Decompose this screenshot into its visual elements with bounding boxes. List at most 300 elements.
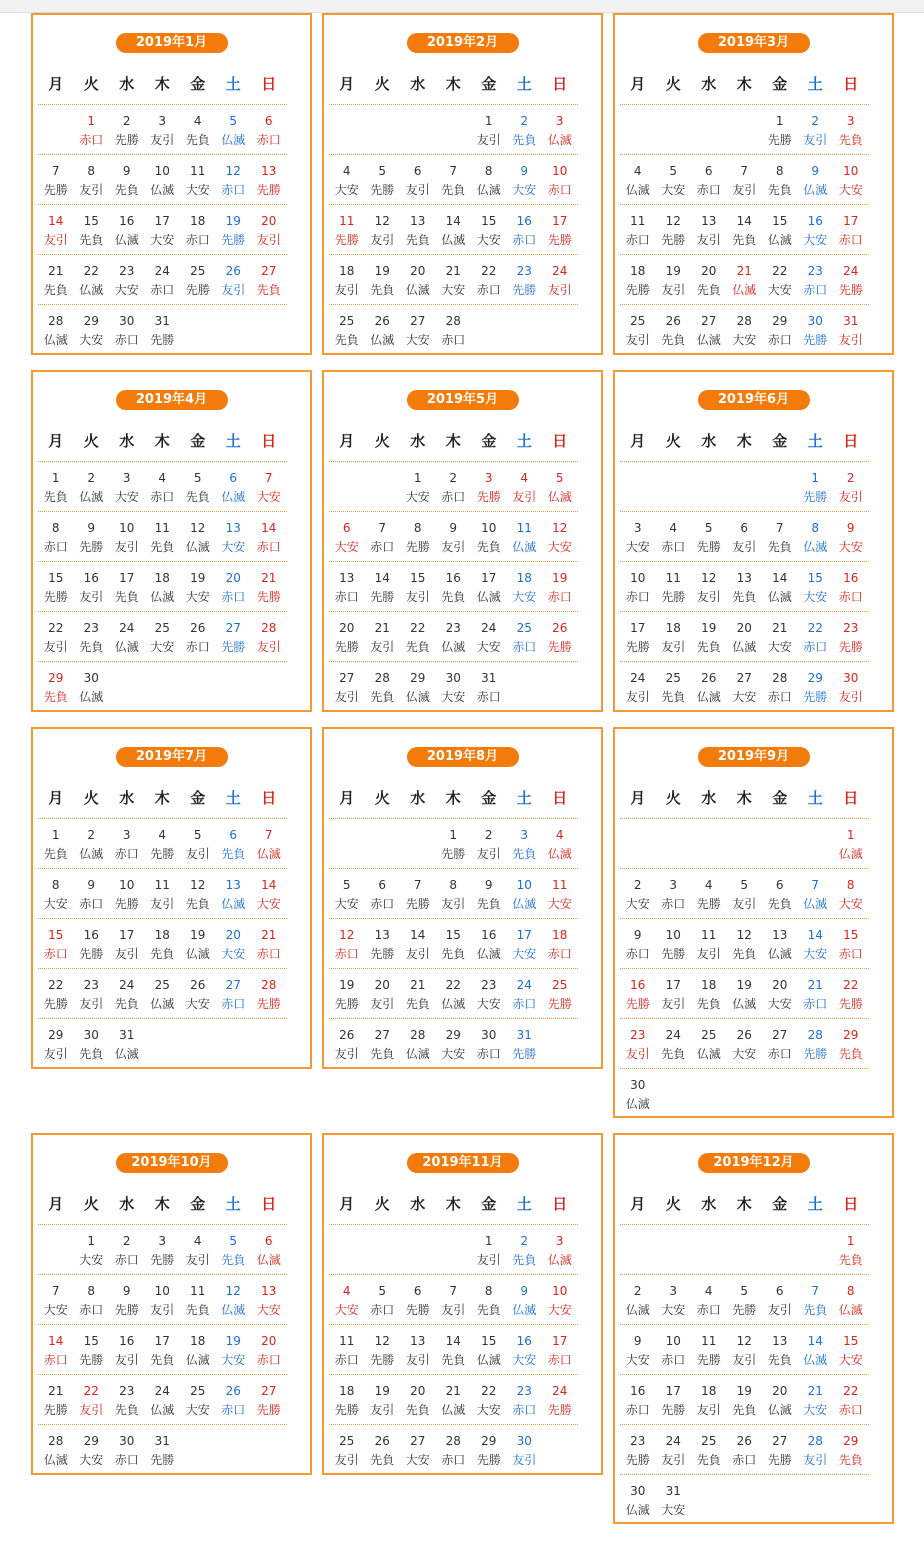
- week-row: [38, 1325, 287, 1375]
- day-cell: [507, 612, 543, 661]
- empty-cell: [762, 1475, 798, 1524]
- day-number: 8: [51, 521, 60, 535]
- rokuyo-label: 先負: [838, 1453, 863, 1467]
- day-number: 21: [374, 621, 390, 635]
- day-number: 21: [807, 978, 823, 992]
- day-cell: [329, 255, 365, 304]
- day-number: 4: [704, 878, 713, 892]
- rokuyo-label: 先勝: [150, 333, 175, 347]
- day-cell: [471, 869, 507, 918]
- rokuyo-label: 友引: [696, 947, 721, 961]
- days-grid: [329, 104, 578, 354]
- rokuyo-label: 先勝: [370, 947, 395, 961]
- days-grid: [620, 818, 869, 1118]
- week-row: [620, 512, 869, 562]
- day-cell: [691, 1019, 727, 1068]
- day-number: 14: [807, 1334, 823, 1348]
- day-number: 19: [701, 621, 717, 635]
- weekday-label: 木: [736, 1195, 752, 1213]
- month-panel: [322, 727, 603, 1069]
- day-number: 26: [374, 314, 390, 328]
- rokuyo-label: 大安: [256, 1303, 281, 1317]
- weekday-label: 日: [843, 75, 859, 93]
- day-cell: [74, 1225, 110, 1274]
- rokuyo-label: 先負: [441, 1353, 466, 1367]
- rokuyo-label: 仏滅: [547, 133, 572, 147]
- day-number: 24: [665, 1028, 681, 1042]
- day-number: 23: [119, 264, 135, 278]
- rokuyo-label: 友引: [150, 897, 175, 911]
- day-number: 31: [843, 314, 859, 328]
- rokuyo-label: 先勝: [696, 897, 721, 911]
- rokuyo-label: 大安: [79, 1253, 104, 1267]
- rokuyo-label: 大安: [732, 690, 757, 704]
- day-number: 23: [516, 1384, 532, 1398]
- week-row: [620, 255, 869, 305]
- rokuyo-label: 大安: [441, 690, 466, 704]
- rokuyo-label: 大安: [838, 540, 863, 554]
- day-cell: [329, 919, 365, 968]
- week-row: [329, 155, 578, 205]
- weekday-label: 金: [772, 75, 788, 93]
- day-number: 21: [410, 978, 426, 992]
- day-cell: [38, 612, 74, 661]
- day-cell: [436, 1325, 472, 1374]
- day-cell: [145, 562, 181, 611]
- day-number: 15: [843, 928, 859, 942]
- rokuyo-label: 大安: [476, 1403, 501, 1417]
- day-cell: [251, 105, 287, 154]
- day-number: 28: [445, 1434, 461, 1448]
- day-number: 20: [410, 1384, 426, 1398]
- empty-cell: [251, 305, 287, 354]
- rokuyo-label: 大安: [661, 1303, 686, 1317]
- day-number: 19: [190, 571, 206, 585]
- day-cell: [251, 1275, 287, 1324]
- day-cell: [691, 969, 727, 1018]
- day-cell: [762, 105, 798, 154]
- day-cell: [216, 562, 252, 611]
- day-number: 19: [736, 978, 752, 992]
- weekday-label: 木: [445, 75, 461, 93]
- rokuyo-label: 大安: [547, 897, 572, 911]
- day-number: 4: [342, 164, 351, 178]
- day-number: 30: [630, 1484, 646, 1498]
- day-number: 30: [445, 671, 461, 685]
- day-number: 2: [87, 471, 96, 485]
- weekday-label: 木: [736, 432, 752, 450]
- day-cell: [365, 612, 401, 661]
- day-number: 8: [413, 521, 422, 535]
- day-number: 4: [158, 471, 167, 485]
- day-cell: [38, 819, 74, 868]
- day-number: 30: [83, 671, 99, 685]
- day-number: 15: [481, 1334, 497, 1348]
- rokuyo-label: 先負: [150, 947, 175, 961]
- rokuyo-label: 仏滅: [79, 847, 104, 861]
- weekday-label: 土: [516, 432, 532, 450]
- rokuyo-label: 仏滅: [547, 490, 572, 504]
- day-number: 24: [552, 1384, 568, 1398]
- day-number: 1: [87, 114, 96, 128]
- days-grid: [38, 1224, 287, 1474]
- day-cell: [833, 462, 869, 511]
- day-cell: [38, 869, 74, 918]
- day-cell: [38, 1019, 74, 1068]
- rokuyo-label: 先勝: [803, 690, 828, 704]
- day-cell: [436, 1019, 472, 1068]
- week-row: [620, 1069, 869, 1118]
- day-cell: [727, 305, 763, 354]
- day-number: 12: [665, 214, 681, 228]
- day-cell: [620, 562, 656, 611]
- day-number: 24: [119, 621, 135, 635]
- rokuyo-label: 大安: [838, 183, 863, 197]
- day-number: 9: [811, 164, 820, 178]
- weekday-label: 水: [701, 432, 717, 450]
- empty-cell: [727, 105, 763, 154]
- day-number: 8: [87, 1284, 96, 1298]
- day-number: 22: [410, 621, 426, 635]
- rokuyo-label: 先勝: [625, 283, 650, 297]
- day-number: 22: [843, 1384, 859, 1398]
- rokuyo-label: 大安: [732, 333, 757, 347]
- rokuyo-label: 先勝: [476, 490, 501, 504]
- day-number: 22: [843, 978, 859, 992]
- empty-cell: [798, 1225, 834, 1274]
- empty-cell: [727, 819, 763, 868]
- weekday-label: 土: [516, 1195, 532, 1213]
- day-cell: [216, 1275, 252, 1324]
- rokuyo-label: 友引: [803, 1453, 828, 1467]
- day-cell: [365, 869, 401, 918]
- day-cell: [798, 462, 834, 511]
- month-title: 2019年10月: [116, 1153, 228, 1173]
- weekday-label: 木: [736, 75, 752, 93]
- day-cell: [74, 1275, 110, 1324]
- weekday-label: 日: [843, 789, 859, 807]
- weekday-label: 火: [665, 789, 681, 807]
- rokuyo-label: 友引: [370, 997, 395, 1011]
- week-row: [38, 155, 287, 205]
- day-cell: [798, 155, 834, 204]
- day-cell: [145, 1425, 181, 1474]
- empty-cell: [762, 1225, 798, 1274]
- rokuyo-label: 赤口: [256, 540, 281, 554]
- rokuyo-label: 大安: [185, 590, 210, 604]
- day-cell: [507, 1425, 543, 1474]
- day-number: 15: [807, 571, 823, 585]
- rokuyo-label: 赤口: [221, 1403, 246, 1417]
- day-cell: [691, 919, 727, 968]
- days-grid: [329, 818, 578, 1068]
- empty-cell: [38, 105, 74, 154]
- day-cell: [251, 205, 287, 254]
- day-number: 20: [261, 214, 277, 228]
- day-cell: [251, 919, 287, 968]
- browser-top-edge: [0, 0, 924, 13]
- rokuyo-label: 大安: [803, 1403, 828, 1417]
- empty-cell: [691, 462, 727, 511]
- day-cell: [691, 869, 727, 918]
- day-cell: [109, 1325, 145, 1374]
- rokuyo-label: 大安: [661, 1503, 686, 1517]
- day-cell: [436, 1375, 472, 1424]
- day-number: 27: [225, 621, 241, 635]
- day-number: 16: [630, 978, 646, 992]
- day-number: 29: [481, 1434, 497, 1448]
- week-row: [38, 969, 287, 1019]
- day-cell: [507, 1225, 543, 1274]
- week-row: [329, 819, 578, 869]
- rokuyo-label: 仏滅: [803, 183, 828, 197]
- day-number: 19: [225, 214, 241, 228]
- day-number: 16: [843, 571, 859, 585]
- rokuyo-label: 先負: [185, 897, 210, 911]
- rokuyo-label: 仏滅: [256, 847, 281, 861]
- day-number: 3: [555, 114, 564, 128]
- day-cell: [180, 155, 216, 204]
- day-cell: [656, 1425, 692, 1474]
- rokuyo-label: 先負: [370, 1453, 395, 1467]
- days-grid: [620, 1224, 869, 1524]
- rokuyo-label: 先勝: [221, 233, 246, 247]
- day-number: 5: [378, 164, 387, 178]
- day-number: 12: [701, 571, 717, 585]
- rokuyo-label: 赤口: [185, 640, 210, 654]
- day-number: 2: [449, 471, 458, 485]
- day-cell: [798, 612, 834, 661]
- day-cell: [620, 205, 656, 254]
- week-row: [620, 105, 869, 155]
- day-cell: [542, 1375, 578, 1424]
- day-number: 5: [740, 1284, 749, 1298]
- day-number: 6: [264, 1234, 273, 1248]
- day-number: 6: [378, 878, 387, 892]
- day-cell: [109, 612, 145, 661]
- day-number: 13: [772, 1334, 788, 1348]
- rokuyo-label: 赤口: [838, 947, 863, 961]
- day-cell: [216, 969, 252, 1018]
- empty-cell: [180, 305, 216, 354]
- rokuyo-label: 先負: [43, 690, 68, 704]
- rokuyo-label: 大安: [625, 540, 650, 554]
- weekday-header: [38, 1189, 287, 1219]
- day-cell: [180, 205, 216, 254]
- week-row: [620, 919, 869, 969]
- empty-cell: [400, 819, 436, 868]
- day-cell: [436, 305, 472, 354]
- weekday-label: 火: [374, 1195, 390, 1213]
- day-cell: [365, 155, 401, 204]
- rokuyo-label: 大安: [256, 897, 281, 911]
- rokuyo-label: 赤口: [43, 540, 68, 554]
- day-number: 1: [811, 471, 820, 485]
- weekday-label: 木: [154, 1195, 170, 1213]
- weekday-label: 日: [552, 789, 568, 807]
- rokuyo-label: 赤口: [547, 947, 572, 961]
- day-number: 23: [630, 1028, 646, 1042]
- rokuyo-label: 友引: [150, 1303, 175, 1317]
- weekday-label: 水: [119, 789, 135, 807]
- day-cell: [620, 1275, 656, 1324]
- rokuyo-label: 仏滅: [185, 1353, 210, 1367]
- day-number: 19: [190, 928, 206, 942]
- day-cell: [400, 1325, 436, 1374]
- rokuyo-label: 赤口: [114, 1253, 139, 1267]
- day-cell: [74, 969, 110, 1018]
- day-cell: [216, 155, 252, 204]
- day-cell: [436, 612, 472, 661]
- rokuyo-label: 仏滅: [441, 640, 466, 654]
- rokuyo-label: 大安: [512, 947, 537, 961]
- day-cell: [400, 255, 436, 304]
- week-row: [620, 869, 869, 919]
- day-cell: [400, 919, 436, 968]
- day-cell: [180, 255, 216, 304]
- day-number: 2: [484, 828, 493, 842]
- month-panel: [322, 13, 603, 355]
- rokuyo-label: 先負: [43, 283, 68, 297]
- day-cell: [400, 462, 436, 511]
- day-cell: [691, 512, 727, 561]
- rokuyo-label: 先負: [661, 1047, 686, 1061]
- day-number: 14: [48, 214, 64, 228]
- rokuyo-label: 赤口: [838, 233, 863, 247]
- rokuyo-label: 先負: [405, 233, 430, 247]
- day-cell: [38, 305, 74, 354]
- rokuyo-label: 友引: [696, 590, 721, 604]
- day-cell: [329, 562, 365, 611]
- rokuyo-label: 先勝: [803, 490, 828, 504]
- day-number: 27: [339, 671, 355, 685]
- day-number: 5: [229, 114, 238, 128]
- day-cell: [38, 562, 74, 611]
- day-number: 18: [701, 978, 717, 992]
- day-number: 18: [701, 1384, 717, 1398]
- day-number: 1: [449, 828, 458, 842]
- rokuyo-label: 先勝: [150, 1253, 175, 1267]
- day-cell: [74, 1375, 110, 1424]
- month-title: 2019年8月: [407, 747, 519, 767]
- day-cell: [180, 1375, 216, 1424]
- day-cell: [74, 612, 110, 661]
- day-number: 23: [445, 621, 461, 635]
- week-row: [329, 612, 578, 662]
- day-number: 20: [772, 978, 788, 992]
- rokuyo-label: 友引: [625, 333, 650, 347]
- weekday-label: 金: [481, 75, 497, 93]
- day-cell: [38, 969, 74, 1018]
- day-number: 28: [445, 314, 461, 328]
- day-number: 19: [339, 978, 355, 992]
- day-number: 23: [119, 1384, 135, 1398]
- day-cell: [542, 155, 578, 204]
- rokuyo-label: 仏滅: [221, 897, 246, 911]
- rokuyo-label: 仏滅: [79, 690, 104, 704]
- weekday-label: 日: [552, 432, 568, 450]
- rokuyo-label: 友引: [43, 233, 68, 247]
- rokuyo-label: 赤口: [256, 133, 281, 147]
- day-number: 12: [225, 164, 241, 178]
- rokuyo-label: 先負: [661, 690, 686, 704]
- weekday-label: 土: [807, 789, 823, 807]
- day-number: 7: [775, 521, 784, 535]
- weekday-label: 金: [190, 1195, 206, 1213]
- day-number: 18: [339, 1384, 355, 1398]
- rokuyo-label: 友引: [370, 640, 395, 654]
- empty-cell: [762, 462, 798, 511]
- day-cell: [145, 462, 181, 511]
- empty-cell: [216, 662, 252, 711]
- day-number: 6: [704, 164, 713, 178]
- days-grid: [620, 461, 869, 711]
- empty-cell: [145, 662, 181, 711]
- rokuyo-label: 仏滅: [803, 540, 828, 554]
- rokuyo-label: 赤口: [79, 1303, 104, 1317]
- day-number: 19: [374, 264, 390, 278]
- day-number: 22: [83, 264, 99, 278]
- day-number: 7: [378, 521, 387, 535]
- rokuyo-label: 先負: [732, 590, 757, 604]
- rokuyo-label: 大安: [512, 183, 537, 197]
- rokuyo-label: 赤口: [512, 997, 537, 1011]
- rokuyo-label: 先負: [696, 640, 721, 654]
- day-cell: [798, 255, 834, 304]
- day-cell: [109, 1425, 145, 1474]
- rokuyo-label: 赤口: [476, 1047, 501, 1061]
- rokuyo-label: 先負: [696, 283, 721, 297]
- rokuyo-label: 仏滅: [150, 183, 175, 197]
- day-number: 24: [552, 264, 568, 278]
- day-cell: [727, 155, 763, 204]
- weekday-label: 水: [701, 75, 717, 93]
- rokuyo-label: 先負: [696, 1453, 721, 1467]
- month-panel: [322, 1133, 603, 1475]
- empty-cell: [436, 105, 472, 154]
- day-cell: [74, 1325, 110, 1374]
- rokuyo-label: 赤口: [476, 283, 501, 297]
- week-row: [38, 462, 287, 512]
- day-cell: [109, 562, 145, 611]
- day-number: 6: [264, 114, 273, 128]
- rokuyo-label: 友引: [334, 1047, 359, 1061]
- day-cell: [329, 305, 365, 354]
- day-number: 29: [48, 1028, 64, 1042]
- day-number: 28: [410, 1028, 426, 1042]
- rokuyo-label: 先負: [838, 133, 863, 147]
- day-cell: [109, 969, 145, 1018]
- day-cell: [329, 612, 365, 661]
- day-number: 29: [83, 314, 99, 328]
- day-number: 14: [807, 928, 823, 942]
- day-number: 25: [701, 1028, 717, 1042]
- day-cell: [145, 1225, 181, 1274]
- day-number: 21: [48, 1384, 64, 1398]
- weekday-label: 月: [630, 75, 646, 93]
- weekday-label: 土: [225, 1195, 241, 1213]
- empty-cell: [727, 1475, 763, 1524]
- rokuyo-label: 友引: [512, 1453, 537, 1467]
- day-number: 26: [374, 1434, 390, 1448]
- rokuyo-label: 友引: [79, 997, 104, 1011]
- day-cell: [74, 1425, 110, 1474]
- month-title: 2019年6月: [698, 390, 810, 410]
- day-cell: [507, 1375, 543, 1424]
- day-number: 27: [701, 314, 717, 328]
- day-cell: [542, 562, 578, 611]
- rokuyo-label: 仏滅: [150, 590, 175, 604]
